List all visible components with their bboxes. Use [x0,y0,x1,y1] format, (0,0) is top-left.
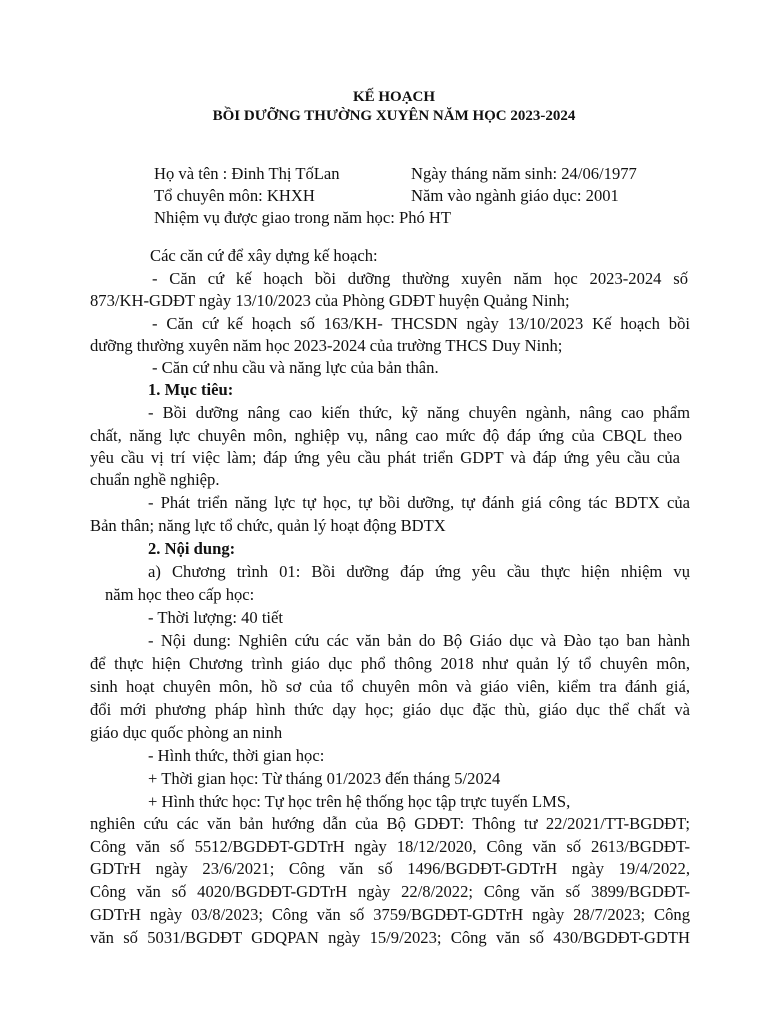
section-1-p1-line-2: chất, năng lực chuyên môn, nghiệp vụ, nâng cao mức độ đáp ứng của CBQL theo [90,426,682,445]
section-2-content-line-2: để thực hiện Chương trình giáo dục phổ thông 2018 như quản lý tổ chuyên môn, [90,654,690,673]
basis-item-1-line-1: - Căn cứ kế hoạch bồi dưỡng thường xuyên năm học 2023-2024 số [152,269,688,288]
section-2-mode-line-3: Công văn số 5512/BGDĐT-GDTrH ngày 18/12/2020, Công văn số 2613/BGDĐT- [90,837,690,856]
basis-item-3: - Căn cứ nhu cầu và năng lực của bản thân. [152,358,439,377]
section-2-a-line-2: năm học theo cấp học: [105,585,255,604]
section-2-mode-line-6: GDTrH ngày 03/8/2023; Công văn số 3759/BGDĐT-GDTrH ngày 28/7/2023; Công [90,905,690,924]
section-1-p2-line-2: Bản thân; năng lực tổ chức, quản lý hoạt động BDTX [90,516,446,535]
section-1-p1-line-4: chuẩn nghề nghiệp. [90,470,220,489]
section-2-time: + Thời gian học: Từ tháng 01/2023 đến tháng 5/2024 [148,769,501,788]
section-2-heading: 2. Nội dung: [148,539,236,558]
section-2-content-line-1: - Nội dung: Nghiên cứu các văn bản do Bộ Giáo dục và Đào tạo ban hành [148,631,690,650]
section-2-mode-line-2: nghiên cứu các văn bản hướng dẫn của Bộ GDĐT: Thông tư 22/2021/TT-BGDĐT; [90,814,690,833]
info-group: Tổ chuyên môn: KHXH [154,186,315,205]
document-title: KẾ HOẠCH [352,89,436,105]
document-subtitle: BỒI DƯỠNG THƯỜNG XUYÊN NĂM HỌC 2023-2024 [212,108,576,124]
info-name: Họ và tên : Đinh Thị TốLan [154,164,340,183]
info-start-year: Năm vào ngành giáo dục: 2001 [411,186,619,205]
section-2-mode: + Hình thức học: Tự học trên hệ thống học tập trực tuyến LMS, [148,792,571,811]
section-2-content-line-4: đổi mới phương pháp hình thức dạy học; giáo dục đặc thù, giáo dục thể chất và [90,700,690,719]
section-2-form-heading: - Hình thức, thời gian học: [148,746,325,765]
basis-item-2-line-1: - Căn cứ kế hoạch số 163/KH- THCSDN ngày 13/10/2023 Kế hoạch bồi [152,314,690,333]
section-1-p1-line-1: - Bồi dưỡng nâng cao kiến thức, kỹ năng chuyên ngành, nâng cao phẩm [148,403,690,422]
section-2-mode-line-4: GDTrH ngày 23/6/2021; Công văn số 1496/BGDĐT-GDTrH ngày 19/4/2022, [90,859,690,878]
info-dob: Ngày tháng năm sinh: 24/06/1977 [411,164,637,183]
section-2-content-line-5: giáo dục quốc phòng an ninh [90,723,283,742]
info-task: Nhiệm vụ được giao trong năm học: Phó HT [154,208,452,227]
basis-item-2-line-2: dưỡng thường xuyên năm học 2023-2024 của trường THCS Duy Ninh; [90,336,563,355]
section-2-content-line-3: sinh hoạt chuyên môn, hồ sơ của tổ chuyên môn và giáo viên, kiểm tra đánh giá, [90,677,690,696]
section-1-heading: 1. Mục tiêu: [148,380,234,399]
section-2-duration: - Thời lượng: 40 tiết [148,608,284,627]
section-1-p2-line-1: - Phát triển năng lực tự học, tự bồi dưỡng, tự đánh giá công tác BDTX của [148,493,690,512]
section-2-mode-line-7: văn số 5031/BGDĐT GDQPAN ngày 15/9/2023; Công văn số 430/BGDĐT-GDTH [90,928,690,947]
section-2-mode-line-5: Công văn số 4020/BGDĐT-GDTrH ngày 22/8/2022; Công văn số 3899/BGDĐT- [90,882,690,901]
basis-item-1-line-2: 873/KH-GDĐT ngày 13/10/2023 của Phòng GDĐT huyện Quảng Ninh; [90,291,570,310]
section-1-p1-line-3: yêu cầu vị trí việc làm; đáp ứng yêu cầu phát triển GDPT và đáp ứng yêu cầu của [90,448,680,467]
basis-heading: Các căn cứ để xây dựng kế hoạch: [150,246,378,265]
section-2-a-line-1: a) Chương trình 01: Bồi dưỡng đáp ứng yêu cầu thực hiện nhiệm vụ [148,562,690,581]
